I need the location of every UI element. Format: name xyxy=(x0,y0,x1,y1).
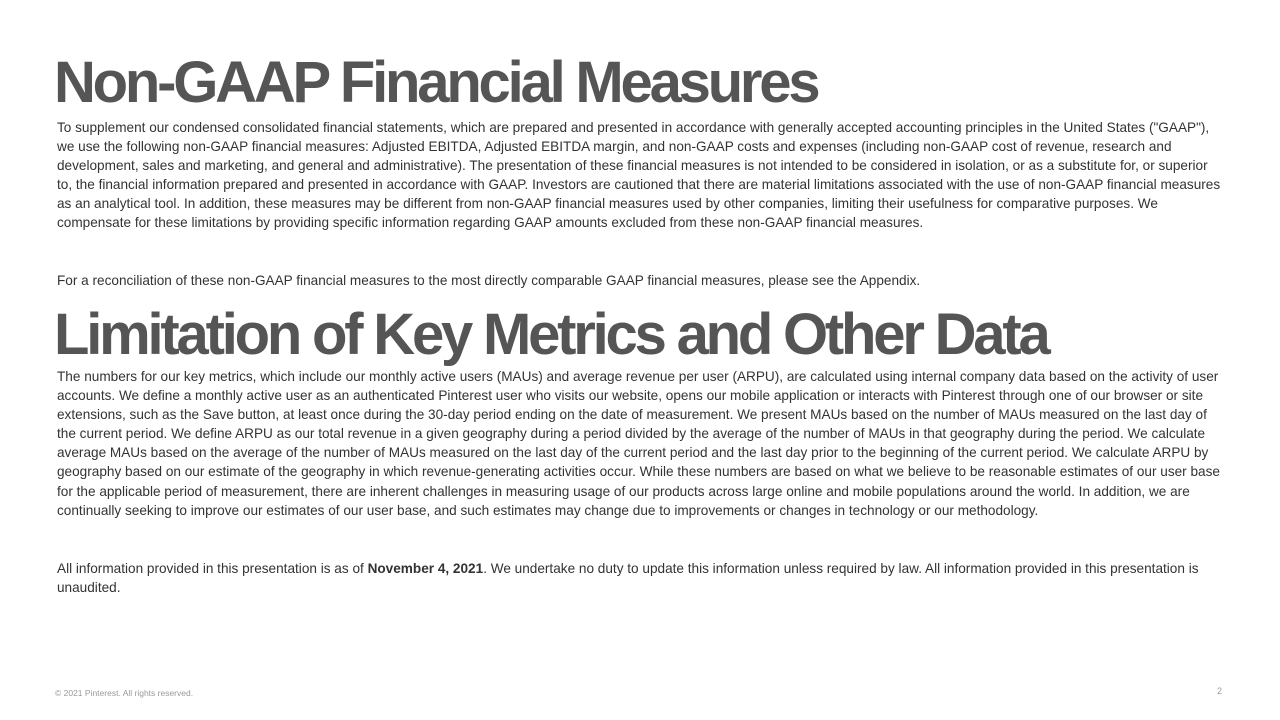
page-number: 2 xyxy=(1216,686,1222,696)
paragraph-non-gaap-definition: To supplement our condensed consolidated financial statements, which are prepared and presented in accordance with generally accepted accounting principles in the United States ("GAAP"), we use the following non-GAAP financial measures: Adjusted EBITDA, Adjusted EBITDA margin, and non-GAAP costs and expenses (including non-GAAP cost of revenue, research and development, sales and marketing, and general and administrative). The presentation of these financial measures is not intended to be considered in isolation, or as a substitute for, or superior to, the financial information prepared and presented in accordance with GAAP. Investors are cautioned that there are material limitations associated with the use of non-GAAP financial measures as an analytical tool. In addition, these measures may be different from non-GAAP financial measures used by other companies, limiting their usefulness for comparative purposes. We compensate for these limitations by providing specific information regarding GAAP amounts excluded from these non-GAAP financial measures. xyxy=(57,120,1221,231)
paragraph-reconciliation-note: For a reconciliation of these non-GAAP financial measures to the most directly comparable GAAP financial measures, please see the Appendix. xyxy=(57,273,921,288)
paragraph-key-metrics-definition: The numbers for our key metrics, which include our monthly active users (MAUs) and average revenue per user (ARPU), are calculated using internal company data based on the activity of user accounts. We define a monthly active user as an authenticated Pinterest user who visits our website, opens our mobile application or interacts with Pinterest through one of our browser or site extensions, such as the Save button, at least once during the 30-day period ending on the date of measurement. We present MAUs based on the number of MAUs measured on the last day of the current period. We define ARPU as our total revenue in a given geography during a period divided by the average of the number of MAUs in that geography during the period. We calculate average MAUs based on the average of the number of MAUs measured on the last day of the current period and the last day prior to the beginning of the current period. We calculate ARPU by geography based on our estimate of the geography in which revenue-generating activities occur. While these numbers are based on what we believe to be reasonable estimates of our user base for the applicable period of measurement, there are inherent challenges in measuring usage of our products across large online and mobile populations around the world. In addition, we are continually seeking to improve our estimates of our user base, and such estimates may change due to improvements or changes in technology or our methodology. xyxy=(57,369,1220,518)
paragraph-information-date xyxy=(57,559,1222,597)
info-date-suffix: . We undertake no duty to update this information unless required by law. All information provided in this presentation is unaudited. xyxy=(57,561,1199,596)
footer-copyright: © 2021 Pinterest. All rights reserved. xyxy=(55,688,194,698)
heading-non-gaap-financial-measures: Non-GAAP Financial Measures xyxy=(54,50,818,115)
heading-limitation-of-key-metrics: Limitation of Key Metrics and Other Data xyxy=(54,302,1048,367)
info-date-prefix: All information provided in this presentation is as of xyxy=(57,561,368,576)
info-date: November 4, 2021 xyxy=(367,561,484,576)
